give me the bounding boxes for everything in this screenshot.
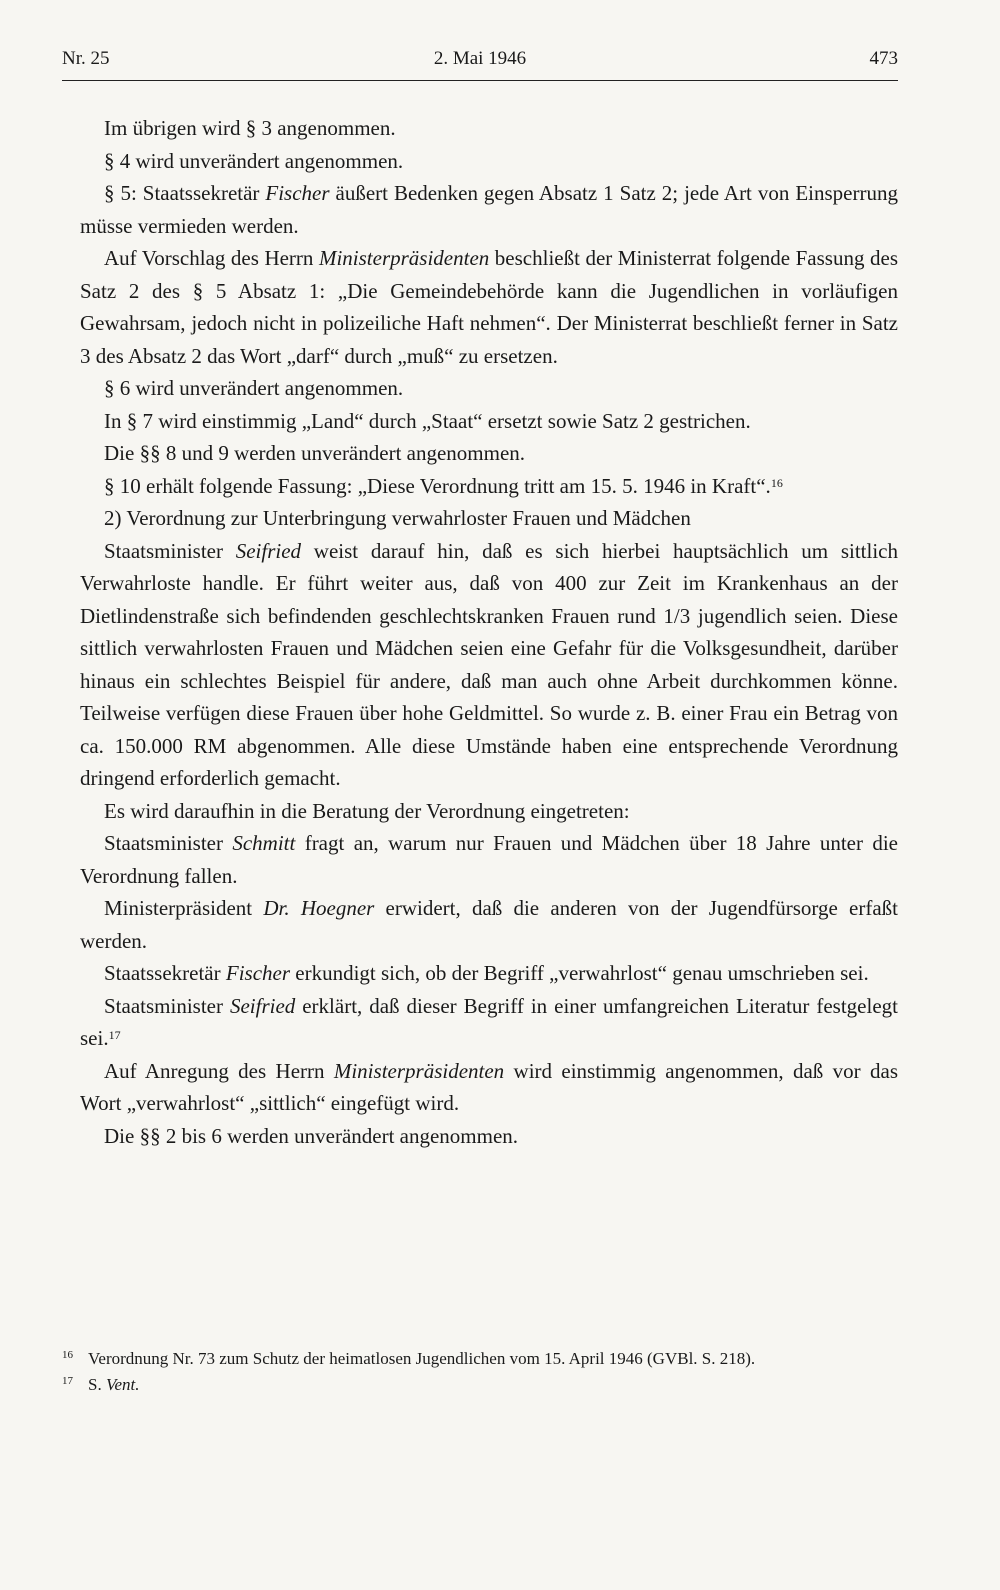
text-run: Ministerpräsident xyxy=(104,896,264,920)
person-title: Ministerpräsidenten xyxy=(333,1058,505,1083)
footnote-text-italic: Vent. xyxy=(105,1375,140,1394)
paragraph: Im übrigen wird § 3 angenommen. xyxy=(104,116,396,140)
footnote-text: S. xyxy=(88,1375,106,1394)
paragraph: Die §§ 2 bis 6 werden unverändert angenommen. xyxy=(104,1123,519,1148)
running-header xyxy=(62,48,898,76)
footnote xyxy=(62,1372,898,1398)
person-name: Seifried xyxy=(229,993,296,1018)
paragraph xyxy=(80,535,898,795)
person-name: Fischer xyxy=(265,181,330,205)
person-name: Dr. Hoegner xyxy=(263,896,375,920)
paragraph xyxy=(80,470,898,503)
footnote-text: Verordnung Nr. 73 zum Schutz der heimatlosen Jugendlichen vom 15. April 1946 (GVBl. S. 218). xyxy=(88,1349,756,1368)
text-run: erkundigt sich, ob der Begriff „verwahrlost“ genau umschrieben sei. xyxy=(290,961,869,985)
text-run: äußert Bedenken gegen Absatz 1 Satz 2; jede Art von Einsperrung müsse vermieden werden. xyxy=(80,181,898,238)
paragraph: § 6 wird unverändert angenommen. xyxy=(104,376,404,400)
text-run: Staatsminister xyxy=(104,831,233,855)
text-run: § 10 erhält folgende Fassung: „Diese Verordnung tritt am 15. 5. 1946 in Kraft“. xyxy=(104,473,771,498)
text-run: Staatssekretär xyxy=(104,961,226,985)
person-name: Schmitt xyxy=(232,831,296,855)
paragraph xyxy=(80,1055,898,1120)
footnote-ref[interactable]: 16 xyxy=(770,475,783,490)
paragraph xyxy=(80,957,898,990)
section-heading: 2) Verordnung zur Unterbringung verwahrloster Frauen und Mädchen xyxy=(104,506,691,530)
paragraph xyxy=(80,177,898,242)
text-run: fragt an, warum nur Frauen und Mädchen über 18 Jahre unter die Verordnung fallen. xyxy=(80,831,898,888)
paragraph: Die §§ 8 und 9 werden unverändert angenommen. xyxy=(104,441,526,465)
paragraph: In § 7 wird einstimmig „Land“ durch „Staat“ ersetzt sowie Satz 2 gestrichen. xyxy=(104,408,751,433)
paragraph xyxy=(80,242,898,372)
page-number: 473 xyxy=(869,48,898,69)
text-run: erwidert, daß die anderen von der Jugendfürsorge erfaßt werden. xyxy=(80,896,898,953)
text-run: Auf Vorschlag des Herrn xyxy=(104,246,319,270)
paragraph: Es wird daraufhin in die Beratung der Verordnung eingetreten: xyxy=(104,798,630,823)
footnote-number: 16 xyxy=(62,1349,73,1361)
header-date: 2. Mai 1946 xyxy=(433,48,527,69)
footnotes xyxy=(62,1346,898,1398)
person-title: Ministerpräsidenten xyxy=(318,246,490,270)
paragraph xyxy=(80,990,898,1055)
text-run: wird einstimmig angenommen, daß vor das Wort „verwahrlost“ „sittlich“ eingefügt wird. xyxy=(80,1058,898,1115)
person-name: Fischer xyxy=(225,961,291,985)
paragraph xyxy=(80,827,898,892)
paragraph xyxy=(80,892,898,957)
paragraph: § 4 wird unverändert angenommen. xyxy=(104,148,404,173)
text-run: Auf Anregung des Herrn xyxy=(104,1058,334,1083)
text-run: Staatsminister xyxy=(104,993,230,1018)
person-name: Seifried xyxy=(235,538,302,563)
text-run: § 5: Staatssekretär xyxy=(104,181,266,205)
body-text xyxy=(80,112,898,1152)
text-run: beschließt der Ministerrat folgende Fassung des Satz 2 des § 5 Absatz 1: „Die Gemeindebehörde kann die Jugendlichen in vorläufigen Gewahrsam, jedoch nicht in polizeiliche Haft nehmen“. Der Ministerrat beschließt ferner in Satz 3 des Absatz 2 das Wort „darf“ durch „muß“ zu ersetzen. xyxy=(80,246,898,368)
text-run: weist darauf hin, daß es sich hierbei hauptsächlich um sittlich Verwahrloste handle. Er führt weiter aus, daß von 400 zur Zeit im Krankenhaus an der Dietlindenstraße sich befindenden geschlechtskranken Frauen rund 1/3 jugendlich seien. Diese sittlich verwahrlosten Frauen und Mädchen seien eine Gefahr für die Volksgesundheit, darüber hinaus ein schlechtes Beispiel für andere, daß man auch ohne Arbeit durchkommen könne. Teilweise verfügen diese Frauen über hohe Geldmittel. So wurde z. B. einer Frau ein Betrag von ca. 150.000 RM abgenommen. Alle diese Umstände haben eine entsprechende Verordnung dringend erforderlich gemacht. xyxy=(80,538,898,790)
issue-number: Nr. 25 xyxy=(62,48,110,69)
header-rule xyxy=(62,80,898,81)
text-run: erklärt, daß dieser Begriff in einer umfangreichen Literatur festgelegt sei. xyxy=(80,993,898,1050)
text-run: Staatsminister xyxy=(104,538,236,563)
footnote xyxy=(62,1346,898,1372)
footnote-number: 17 xyxy=(62,1375,73,1387)
footnote-ref[interactable]: 17 xyxy=(108,1028,121,1042)
